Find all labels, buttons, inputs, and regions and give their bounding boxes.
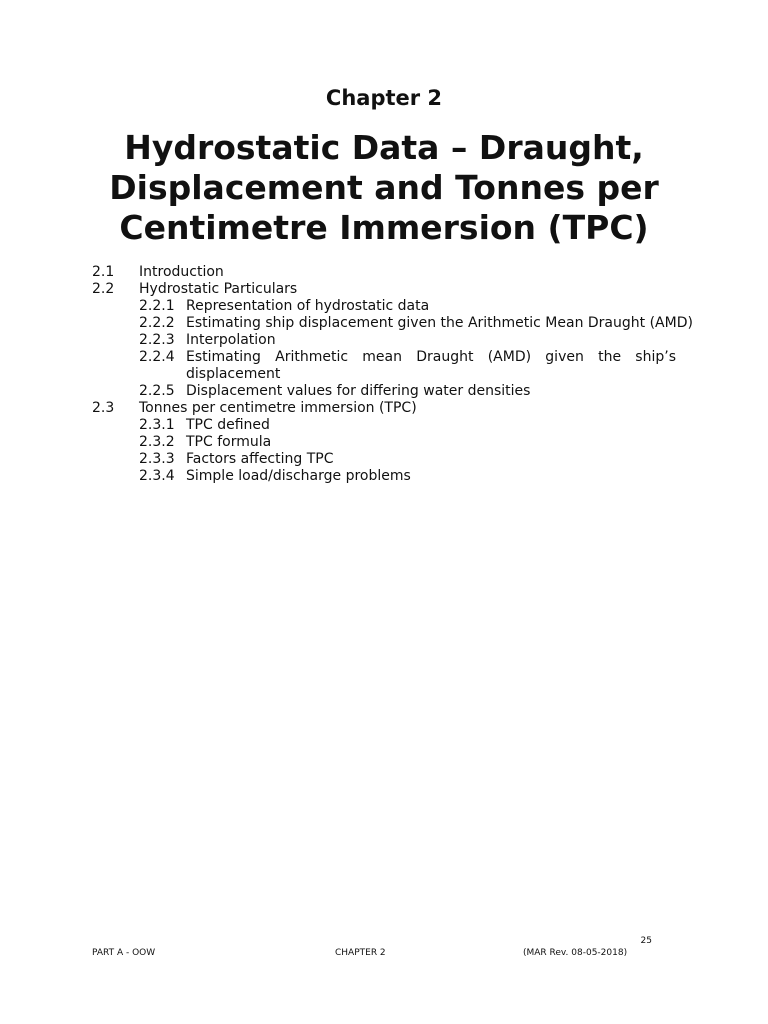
toc-subsection — [92, 298, 676, 315]
toc-subsection-title: TPC defined — [186, 417, 270, 433]
toc-subsection-title: Representation of hydrostatic data — [186, 298, 430, 314]
toc-subsection-number: 2.2.5 — [139, 383, 175, 399]
toc-subsection — [92, 434, 676, 451]
toc-subsection-number: 2.2.4 — [139, 349, 175, 365]
toc-subsection-number: 2.3.4 — [139, 468, 175, 484]
page-number: 25 — [640, 936, 652, 946]
table-of-contents — [92, 264, 693, 485]
toc-subsection-title: Factors affecting TPC — [186, 451, 334, 467]
toc-subsection — [92, 383, 676, 400]
toc-subsection-number: 2.2.2 — [139, 315, 175, 331]
toc-subsection — [92, 332, 676, 349]
toc-section-number: 2.1 — [92, 264, 115, 280]
toc-subsection-number: 2.3.2 — [139, 434, 175, 450]
toc-subsection-title: TPC formula — [186, 434, 272, 450]
toc-section-number: 2.3 — [92, 400, 115, 416]
footer-chapter-label: CHAPTER 2 — [335, 948, 386, 958]
toc-subsection-number: 2.3.3 — [139, 451, 175, 467]
chapter-title: Hydrostatic Data – Draught, Displacement and Tonnes per Centimetre Immersion (TPC) — [109, 128, 659, 247]
footer-revision-label: (MAR Rev. 08-05-2018) — [523, 948, 628, 958]
toc-subsection-title: Estimating Arithmetic mean Draught (AMD) given the ship’s displacement — [186, 349, 676, 382]
toc-subsection-number: 2.2.1 — [139, 298, 175, 314]
toc-subsection-title: Simple load/discharge problems — [186, 468, 411, 484]
toc-subsection-number: 2.3.1 — [139, 417, 175, 433]
toc-section-title: Hydrostatic Particulars — [139, 281, 298, 297]
toc-subsection-title: Interpolation — [186, 332, 276, 348]
toc-section-title: Tonnes per centimetre immersion (TPC) — [139, 400, 417, 416]
toc-subsection — [92, 417, 676, 434]
toc-subsection — [92, 468, 676, 485]
toc-subsection-title: Displacement values for differing water densities — [186, 383, 531, 399]
toc-section-title: Introduction — [139, 264, 224, 280]
toc-subsection — [92, 451, 676, 468]
toc-subsection — [92, 315, 693, 332]
toc-subsection-number: 2.2.3 — [139, 332, 175, 348]
chapter-label: Chapter 2 — [325, 86, 443, 110]
footer-part-label: PART A - OOW — [92, 948, 156, 958]
toc-subsection — [92, 349, 676, 383]
page-footer — [92, 948, 632, 962]
toc-subsection-title: Estimating ship displacement given the Arithmetic Mean Draught (AMD) — [186, 315, 693, 331]
toc-section — [92, 400, 676, 417]
toc-section — [92, 281, 676, 298]
toc-section — [92, 264, 676, 281]
toc-section-number: 2.2 — [92, 281, 115, 297]
